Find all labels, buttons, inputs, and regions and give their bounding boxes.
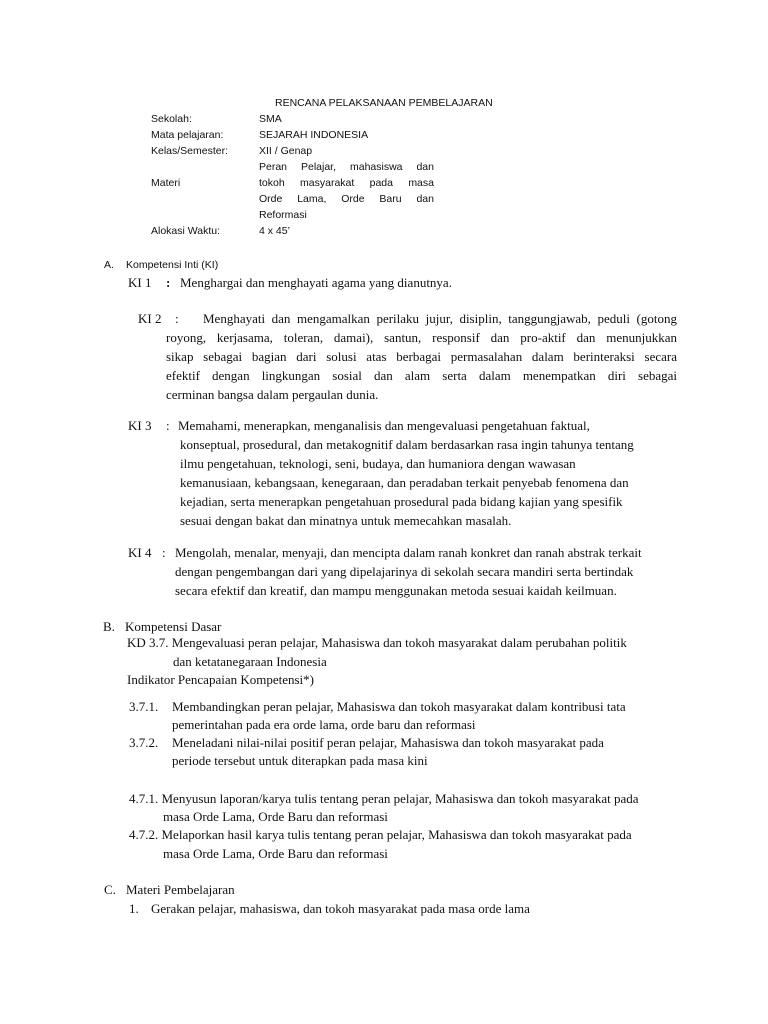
- materi-item-number: 1.: [129, 901, 139, 916]
- indicator-line: masa Orde Lama, Orde Baru dan reformasi: [163, 809, 388, 824]
- materi-item-text: Gerakan pelajar, mahasiswa, dan tokoh masyarakat pada masa orde lama: [151, 901, 530, 916]
- document-title: RENCANA PELAKSANAAN PEMBELAJARAN: [275, 97, 493, 109]
- ki3-label: KI 3: [128, 418, 152, 433]
- ki4-separator: :: [162, 545, 166, 560]
- ki1-text: Menghargai dan menghayati agama yang dianutnya.: [180, 275, 452, 290]
- header-value-sekolah: SMA: [259, 113, 282, 125]
- ki3-line: sesuai dengan bakat dan minatnya untuk memecahkan masalah.: [180, 513, 512, 528]
- ki4-line: Mengolah, menalar, menyaji, dan mencipta dalam ranah konkret dan ranah abstrak terkait: [175, 545, 642, 560]
- ki2-line: Menghayati dan mengamalkan perilaku jujur, disiplin, tanggungjawab, peduli (gotong: [203, 311, 677, 326]
- indicator-number: 3.7.2.: [129, 735, 159, 750]
- indicator-line: pemerintahan pada era orde lama, orde baru dan reformasi: [172, 717, 476, 732]
- header-label-alokasi: Alokasi Waktu:: [151, 225, 221, 237]
- indicator-title: Indikator Pencapaian Kompetensi*): [127, 672, 314, 687]
- header-label-kelas: Kelas/Semester:: [151, 145, 229, 157]
- section-b-title: Kompetensi Dasar: [125, 619, 222, 634]
- ki3-line: Memahami, menerapkan, menganalisis dan mengevaluasi pengetahuan faktual,: [178, 418, 590, 433]
- header-value-materi-line: Peran Pelajar, mahasiswa dan: [259, 161, 434, 173]
- ki3-line: kemanusiaan, kebangsaan, kenegaraan, dan peradaban terkait penyebab fenomena dan: [180, 475, 629, 490]
- header-value-materi-line: Orde Lama, Orde Baru dan: [259, 193, 434, 205]
- ki2-separator: :: [175, 311, 179, 326]
- section-c-title: Materi Pembelajaran: [126, 882, 235, 897]
- header-label-sekolah: Sekolah:: [151, 113, 192, 125]
- ki1-label: KI 1: [128, 275, 152, 290]
- ki2-line: royong, kerjasama, toleran, damai), santun, responsif dan pro-aktif dan menunjukkan: [166, 330, 677, 345]
- header-label-materi: Materi: [151, 177, 181, 189]
- header-value-materi-line: tokoh masyarakat pada masa: [259, 177, 434, 189]
- indicator-line: 4.7.2. Melaporkan hasil karya tulis tentang peran pelajar, Mahasiswa dan tokoh masyarakat pada: [129, 827, 632, 842]
- section-a-letter: A.: [104, 259, 114, 271]
- ki2-line: efektif dengan lingkungan sosial dan alam serta dalam menempatkan diri sebagai: [166, 368, 677, 383]
- indicator-line: periode tersebut untuk diterapkan pada masa kini: [172, 753, 428, 768]
- indicator-line: Meneladani nilai-nilai positif peran pelajar, Mahasiswa dan tokoh masyarakat pada: [172, 735, 604, 750]
- header-value-mapel: SEJARAH INDONESIA: [259, 129, 369, 141]
- header-value-materi-line: Reformasi: [259, 209, 307, 221]
- ki3-line: ilmu pengetahuan, teknologi, seni, budaya, dan humaniora dengan wawasan: [180, 456, 576, 471]
- ki3-line: konseptual, prosedural, dan metakognitif dalam berdasarkan rasa ingin tahunya tentang: [180, 437, 634, 452]
- ki2-line: sikap sebagai bagian dari solusi atas berbagai permasalahan dalam berinteraksi secara: [166, 349, 677, 364]
- ki2-line: cerminan bangsa dalam pergaulan dunia.: [166, 387, 379, 402]
- ki4-line: dengan pengembangan dari yang dipelajarinya di sekolah secara mandiri serta bertindak: [175, 564, 634, 579]
- ki4-line: secara efektif dan kreatif, dan mampu menggunakan metoda sesuai kaidah keilmuan.: [175, 583, 617, 598]
- header-value-alokasi: 4 x 45’: [259, 225, 290, 237]
- indicator-line: Membandingkan peran pelajar, Mahasiswa dan tokoh masyarakat dalam kontribusi tata: [172, 699, 626, 714]
- section-b-letter: B.: [103, 619, 115, 634]
- kd-line: KD 3.7. Mengevaluasi peran pelajar, Mahasiswa dan tokoh masyarakat dalam perubahan politik: [127, 635, 627, 650]
- indicator-number: 3.7.1.: [129, 699, 159, 714]
- header-label-mapel: Mata pelajaran:: [151, 129, 224, 141]
- indicator-line: 4.7.1. Menyusun laporan/karya tulis tentang peran pelajar, Mahasiswa dan tokoh masyarakat pada: [129, 791, 639, 806]
- indicator-line: masa Orde Lama, Orde Baru dan reformasi: [163, 846, 388, 861]
- ki3-separator: :: [166, 418, 170, 433]
- section-c-letter: C.: [104, 882, 116, 897]
- kd-line: dan ketatanegaraan Indonesia: [173, 654, 327, 669]
- ki4-label: KI 4: [128, 545, 152, 560]
- ki1-separator: :: [166, 275, 171, 290]
- ki2-label: KI 2: [138, 311, 162, 326]
- header-value-kelas: XII / Genap: [259, 145, 313, 157]
- section-a-title: Kompetensi Inti (KI): [126, 259, 219, 271]
- ki3-line: kejadian, serta menerapkan pengetahuan prosedural pada bidang kajian yang spesifik: [180, 494, 623, 509]
